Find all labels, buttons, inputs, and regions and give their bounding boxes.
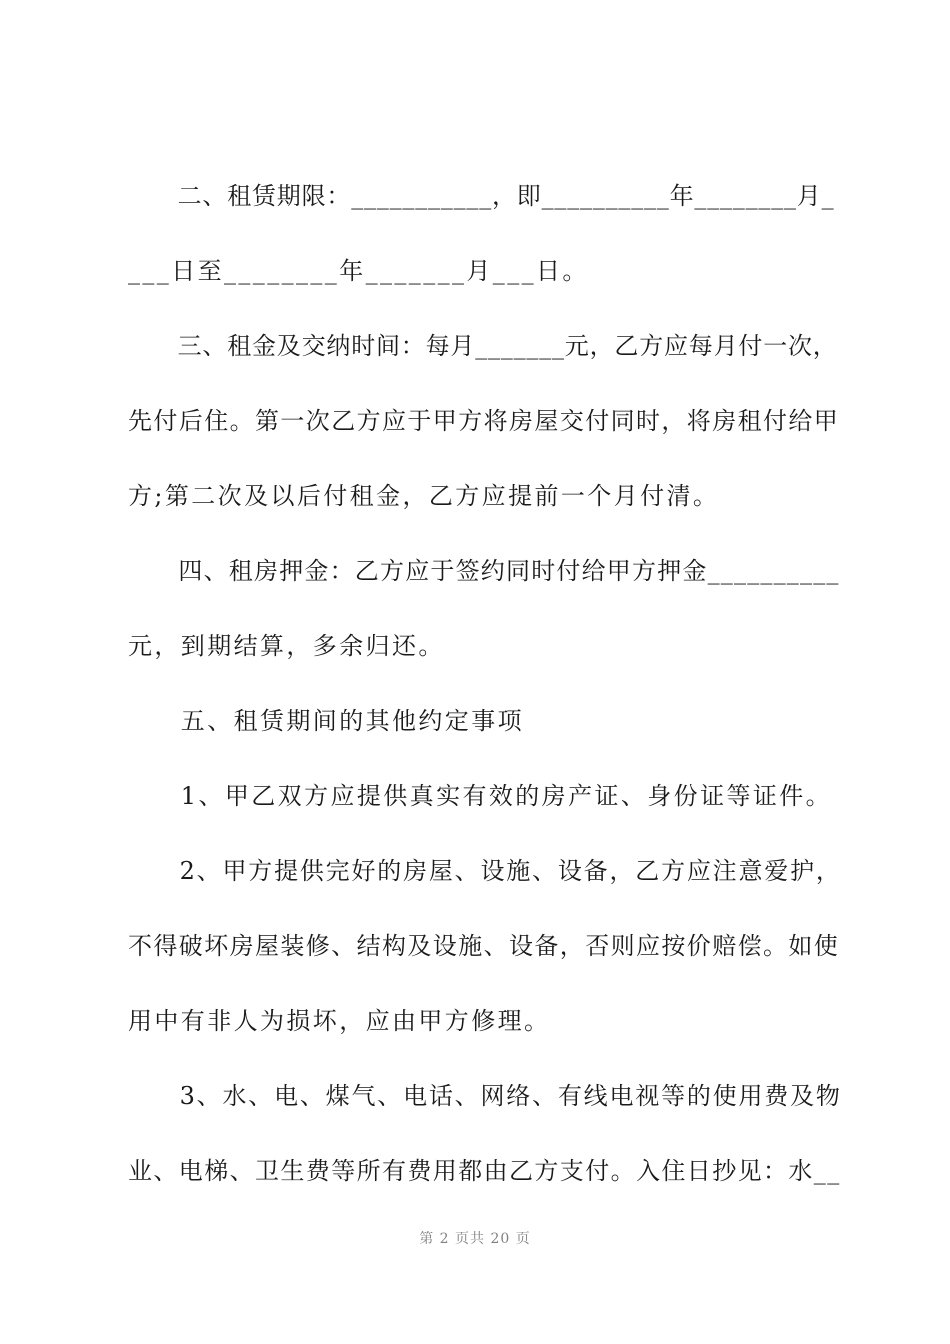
text-line-lease-term: 二、租赁期限：___________，即__________年________月_: [128, 182, 835, 210]
text-line-deposit-cont: 元，到期结算，多余归还。: [128, 632, 445, 660]
text-line-rent-payment-cont1: 先付后住。第一次乙方应于甲方将房屋交付同时，将房租付给甲: [128, 407, 840, 435]
text-line-rent-payment-cont2: 方;第二次及以后付租金，乙方应提前一个月付清。: [128, 482, 720, 510]
text-line-item-2: 2、甲方提供完好的房屋、设施、设备，乙方应注意爱护，: [128, 857, 842, 885]
text-line-item-3-cont: 业、电梯、卫生费等所有费用都由乙方支付。入住日抄见：水__: [128, 1157, 841, 1185]
text-line-item-1: 1、甲乙双方应提供真实有效的房产证、身份证等证件。: [128, 782, 833, 810]
text-line-item-2-cont1: 不得破坏房屋装修、结构及设施、设备，否则应按价赔偿。如使: [128, 932, 840, 960]
text-line-item-2-cont2: 用中有非人为损坏，应由甲方修理。: [128, 1007, 551, 1035]
text-line-lease-term-cont: ___日至________年_______月___日。: [128, 257, 589, 285]
text-line-deposit: 四、租房押金：乙方应于签约同时付给甲方押金__________: [128, 557, 840, 585]
text-line-other-terms-heading: 五、租赁期间的其他约定事项: [128, 707, 524, 735]
page-number-footer: 第 2 页共 20 页: [419, 1231, 531, 1247]
text-line-rent-payment: 三、租金及交纳时间：每月_______元，乙方应每月付一次，: [128, 332, 838, 360]
text-line-item-3: 3、水、电、煤气、电话、网络、有线电视等的使用费及物: [128, 1082, 842, 1110]
